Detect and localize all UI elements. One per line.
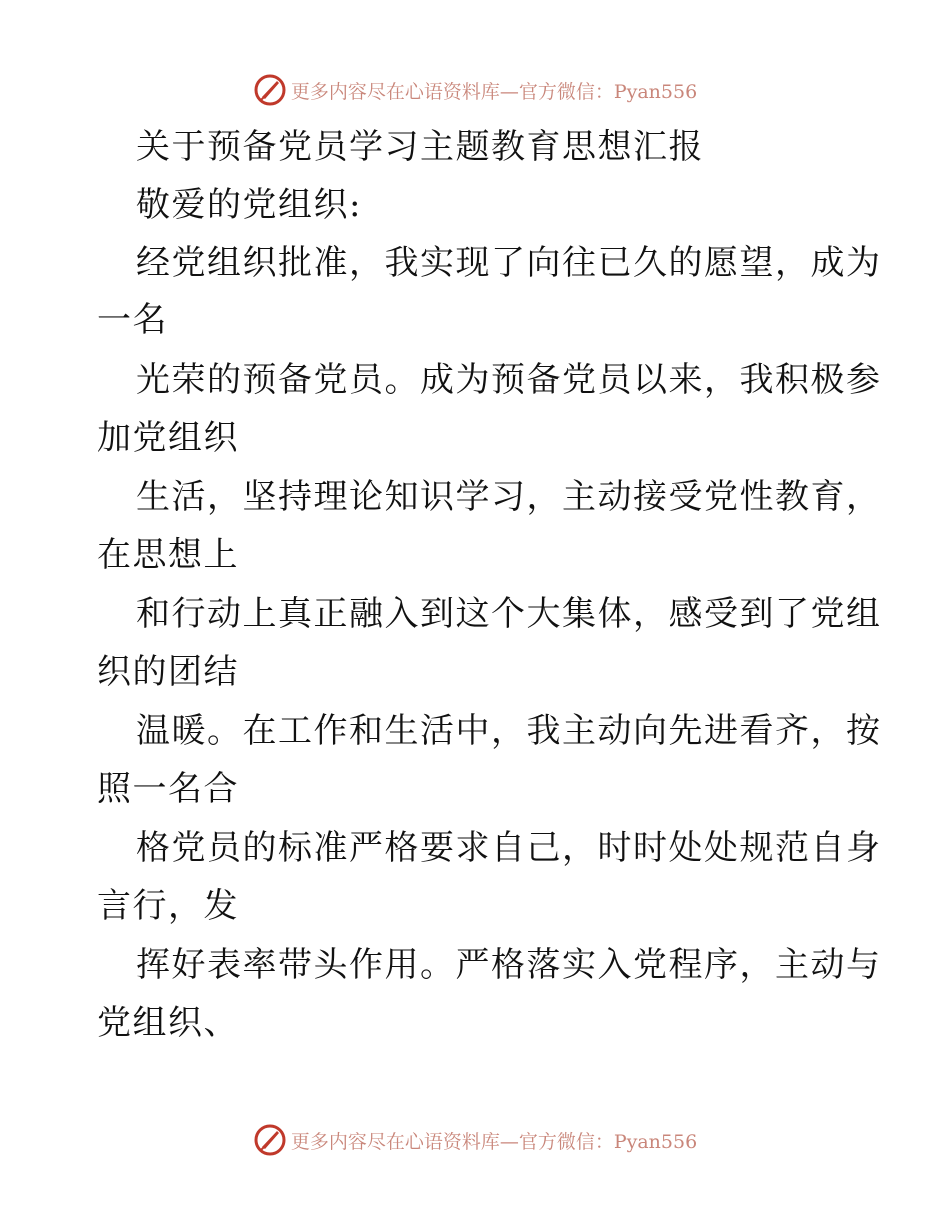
- watermark-text: 更多内容尽在心语资料库—官方微信：Pyan556: [290, 80, 698, 103]
- document-title: 关于预备党员学习主题教育思想汇报: [136, 127, 704, 167]
- header-watermark: [0, 70, 950, 110]
- watermark-text: 更多内容尽在心语资料库—官方微信：Pyan556: [290, 1130, 698, 1153]
- quill-logo-icon: [253, 73, 287, 107]
- paragraph-line: 照一名合: [97, 769, 239, 809]
- paragraph-line: 挥好表率带头作用。严格落实入党程序，主动与: [136, 945, 882, 985]
- paragraph-line: 加党组织: [97, 418, 239, 458]
- paragraph-line: 生活，坚持理论知识学习，主动接受党性教育，: [136, 477, 882, 517]
- paragraph-line: 在思想上: [97, 535, 239, 575]
- paragraph-line: 光荣的预备党员。成为预备党员以来，我积极参: [136, 360, 882, 400]
- footer-watermark: [0, 1120, 950, 1160]
- paragraph-line: 经党组织批准，我实现了向往已久的愿望，成为: [136, 243, 882, 283]
- paragraph-line: 温暖。在工作和生活中，我主动向先进看齐，按: [136, 711, 882, 751]
- paragraph-line: 党组织、: [97, 1003, 239, 1043]
- paragraph-line: 和行动上真正融入到这个大集体，感受到了党组: [136, 594, 882, 634]
- salutation: 敬爱的党组织:: [136, 185, 362, 225]
- quill-logo-icon: [253, 1123, 287, 1157]
- paragraph-line: 一名: [97, 300, 168, 340]
- paragraph-line: 织的团结: [97, 652, 239, 692]
- paragraph-line: 格党员的标准严格要求自己，时时处处规范自身: [136, 828, 882, 868]
- paragraph-line: 言行，发: [97, 886, 239, 926]
